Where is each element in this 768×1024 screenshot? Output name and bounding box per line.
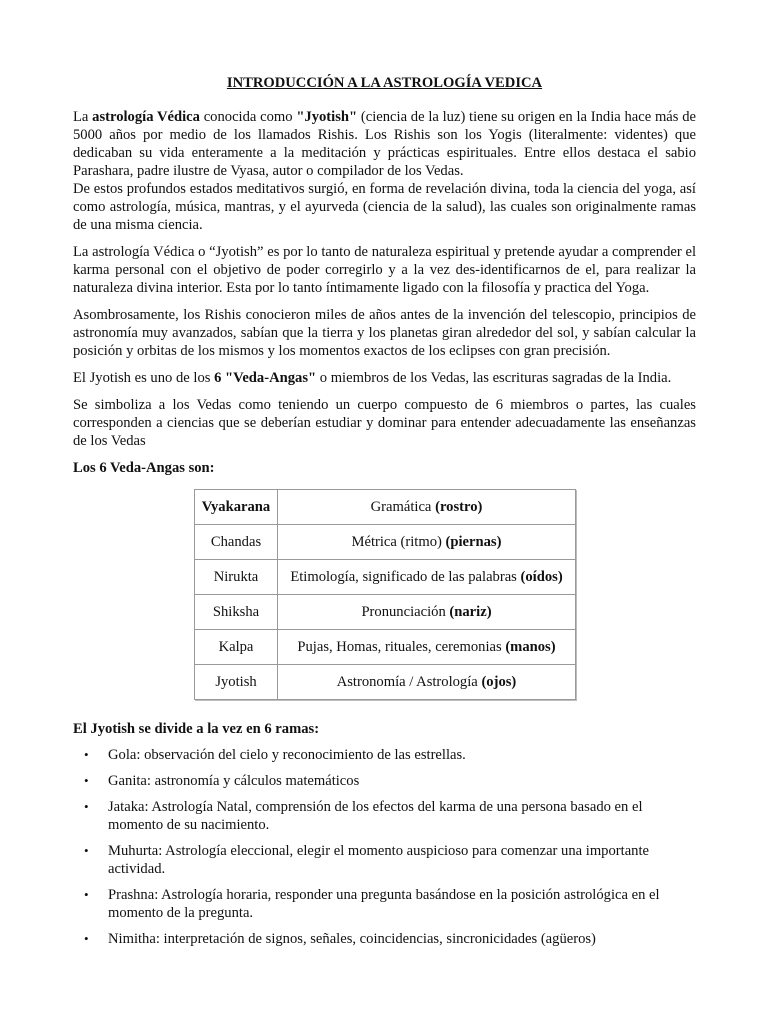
anga-description: Pujas, Homas, rituales, ceremonias <box>297 639 502 655</box>
document-page <box>73 74 696 948</box>
anga-description-cell <box>278 560 576 595</box>
list-item <box>73 798 696 834</box>
list-item-text: Jataka: Astrología Natal, comprensión de los efectos del karma de una persona basado en el momento de su nacimiento. <box>108 799 643 833</box>
text-run: El Jyotish es uno de los <box>73 370 215 386</box>
anga-description: Etimología, significado de las palabras <box>290 569 517 585</box>
text-run: o miembros de los Vedas, las escrituras sagradas de la India. <box>316 370 672 386</box>
paragraph-origen <box>73 108 696 180</box>
anga-body-part: (ojos) <box>481 674 517 690</box>
anga-name: Chandas <box>210 534 262 550</box>
anga-description: Astronomía / Astrología <box>336 674 478 690</box>
anga-body-part: (nariz) <box>449 604 492 620</box>
list-item-text: Prashna: Astrología horaria, responder una pregunta basándose en la posición astrológica en el momento de la pregunta. <box>108 887 660 921</box>
list-item-text: Nimitha: interpretación de signos, señales, coincidencias, sincronicidades (agüeros) <box>108 931 596 947</box>
paragraph-estados-meditativos: De estos profundos estados meditativos surgió, en forma de revelación divina, toda la ciencia del yoga, así como astrología, música, mantras, y el ayurveda (ciencia de la salud), las cuales son originalmente ramas de una misma ciencia. <box>73 181 696 233</box>
table-row <box>195 665 576 700</box>
bullet-icon: • <box>84 799 89 814</box>
text-run: (ciencia de la luz) tiene su origen en la India hace más de 5000 años por medio de los llamados Rishis. Los Rishis son los Yogis (literalmente: videntes) que dedicaban su vida enteramente a la meditación y prácticas espirituales. Entre ellos destaca el sabio Parashara, padre ilustre de Vyasa, autor o compilador de los Vedas. <box>73 109 696 179</box>
anga-description: Gramática <box>370 499 432 515</box>
anga-description-cell <box>278 490 576 525</box>
anga-body-part: (rostro) <box>435 499 483 515</box>
table-row <box>195 595 576 630</box>
anga-description-cell <box>278 630 576 665</box>
text-run: conocida como <box>199 109 297 125</box>
paragraph-cuerpo-vedas: Se simboliza a los Vedas como teniendo un cuerpo compuesto de 6 miembros o partes, las cuales corresponden a ciencias que se deberían estudiar y dominar para entender adecuadamente las enseñanzas de los Vedas <box>73 397 696 449</box>
bold-term-jyotish: "Jyotish" <box>296 109 358 125</box>
list-item <box>73 886 696 922</box>
bullet-icon: • <box>84 887 89 902</box>
list-item <box>73 746 696 764</box>
ramas-list <box>73 746 696 948</box>
anga-name-cell <box>195 665 278 700</box>
bullet-icon: • <box>84 747 89 762</box>
bold-term-veda-angas: 6 "Veda-Angas" <box>214 370 317 386</box>
list-item <box>73 930 696 948</box>
document-title: INTRODUCCIÓN A LA ASTROLOGÍA VEDICA <box>226 75 543 91</box>
anga-name-cell <box>195 560 278 595</box>
table-row <box>195 560 576 595</box>
ramas-heading: El Jyotish se divide a la vez en 6 ramas: <box>73 721 320 737</box>
veda-angas-table <box>194 489 576 700</box>
anga-name: Shiksha <box>212 604 260 620</box>
list-item <box>73 772 696 790</box>
angas-heading: Los 6 Veda-Angas son: <box>73 460 215 476</box>
anga-body-part: (piernas) <box>445 534 502 550</box>
table-row <box>195 630 576 665</box>
list-item-text: Muhurta: Astrología eleccional, elegir el momento auspicioso para comenzar una importante actividad. <box>108 843 650 877</box>
anga-name: Vyakarana <box>201 499 271 515</box>
text-run: La <box>73 109 93 125</box>
bullet-icon: • <box>84 931 89 946</box>
anga-name-cell <box>195 630 278 665</box>
anga-name: Nirukta <box>213 569 259 585</box>
anga-body-part: (oídos) <box>520 569 563 585</box>
bullet-icon: • <box>84 843 89 858</box>
anga-name-cell <box>195 525 278 560</box>
anga-name-cell <box>195 595 278 630</box>
bold-term-astrologia-vedica: astrología Védica <box>92 109 200 125</box>
anga-description-cell <box>278 595 576 630</box>
anga-name: Jyotish <box>215 674 257 690</box>
anga-description: Pronunciación <box>361 604 446 620</box>
paragraph-veda-angas <box>73 369 696 387</box>
paragraph-astronomia-rishis: Asombrosamente, los Rishis conocieron miles de años antes de la invención del telescopio, principios de astronomía muy avanzados, sabían que la tierra y los planetas giran alrededor del sol, y sabían calcular la posición y orbitas de los mismos y los momentos exactos de los eclipses con gran precisión. <box>73 307 696 359</box>
anga-name-cell <box>195 490 278 525</box>
bullet-icon: • <box>84 773 89 788</box>
table-row <box>195 525 576 560</box>
anga-body-part: (manos) <box>505 639 556 655</box>
list-item-text: Ganita: astronomía y cálculos matemáticos <box>108 773 360 789</box>
table-row <box>195 490 576 525</box>
anga-description: Métrica (ritmo) <box>351 534 442 550</box>
paragraph-naturaleza-espiritual: La astrología Védica o “Jyotish” es por lo tanto de naturaleza espiritual y pretende ayudar a comprender el karma personal con el objetivo de poder corregirlo y a la vez des-identificarnos de el, para realizar la naturaleza divina interior. Esta por lo tanto íntimamente ligado con la filosofía y practica del Yoga. <box>73 244 696 296</box>
list-item <box>73 842 696 878</box>
anga-name: Kalpa <box>218 639 254 655</box>
list-item-text: Gola: observación del cielo y reconocimiento de las estrellas. <box>108 747 466 763</box>
anga-description-cell <box>278 525 576 560</box>
anga-description-cell <box>278 665 576 700</box>
